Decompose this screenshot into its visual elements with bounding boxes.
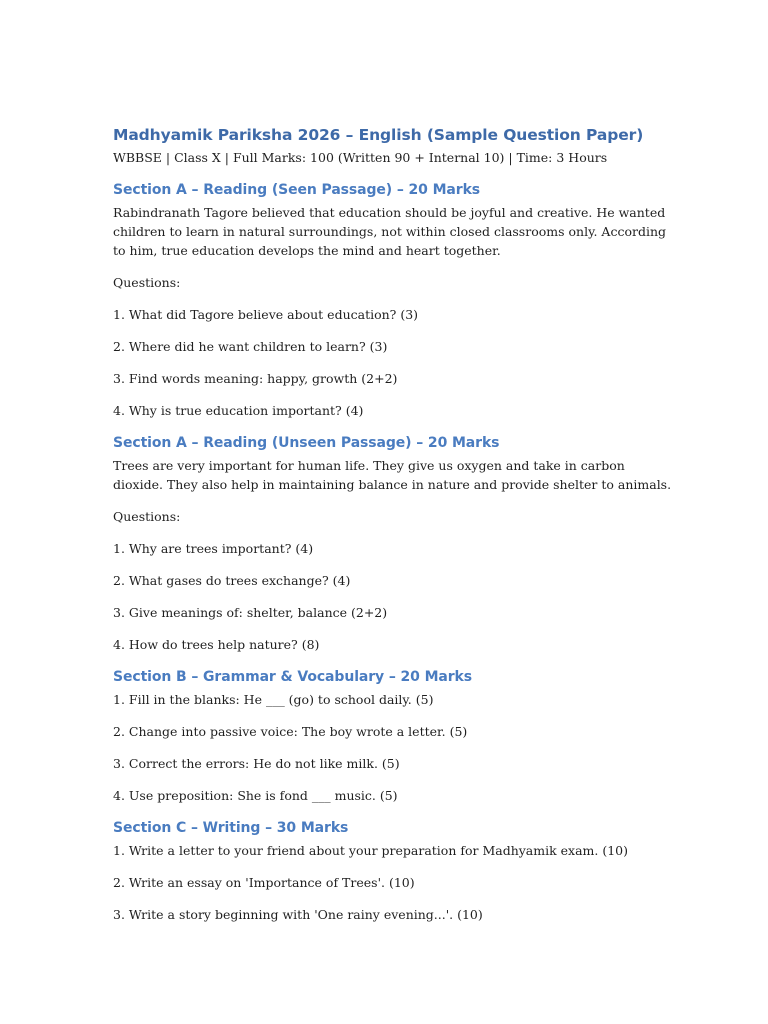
document-meta: WBBSE | Class X | Full Marks: 100 (Written 90 + Internal 10) | Time: 3 Hours — [113, 150, 608, 165]
section-heading: Section A – Reading (Seen Passage) – 20 Marks — [113, 182, 481, 198]
question-item: 2. Change into passive voice: The boy wrote a letter. (5) — [113, 724, 468, 739]
section-grammar — [113, 666, 673, 805]
question-item: 3. Correct the errors: He do not like milk. (5) — [113, 756, 400, 771]
question-item: 1. Why are trees important? (4) — [113, 541, 314, 556]
question-item: 3. Find words meaning: happy, growth (2+2) — [113, 371, 398, 386]
question-item: 2. Write an essay on 'Importance of Trees'. (10) — [113, 875, 415, 890]
question-item: 4. Use preposition: She is fond ___ music. (5) — [113, 788, 398, 803]
question-item: 4. Why is true education important? (4) — [113, 403, 364, 418]
question-item: 2. What gases do trees exchange? (4) — [113, 573, 351, 588]
passage-text: Trees are very important for human life. They give us oxygen and take in carbon dioxide. They also help in maintaining balance in nature and provide shelter to animals. — [113, 458, 672, 492]
section-heading: Section B – Grammar & Vocabulary – 20 Marks — [113, 669, 473, 685]
question-item: 3. Write a story beginning with 'One rainy evening...'. (10) — [113, 907, 483, 922]
section-heading: Section A – Reading (Unseen Passage) – 20 Marks — [113, 435, 500, 451]
question-item: 1. Write a letter to your friend about your preparation for Madhyamik exam. (10) — [113, 843, 629, 858]
section-heading: Section C – Writing – 30 Marks — [113, 820, 349, 836]
document-title: Madhyamik Pariksha 2026 – English (Sample Question Paper) — [113, 126, 644, 144]
question-paper — [113, 124, 673, 924]
question-item: 3. Give meanings of: shelter, balance (2+2) — [113, 605, 388, 620]
questions-label: Questions: — [113, 275, 181, 290]
section-writing — [113, 817, 673, 924]
section-unseen-passage — [113, 432, 673, 654]
section-seen-passage — [113, 179, 673, 420]
question-item: 1. What did Tagore believe about education? (3) — [113, 307, 419, 322]
question-item: 4. How do trees help nature? (8) — [113, 637, 320, 652]
question-item: 1. Fill in the blanks: He ___ (go) to school daily. (5) — [113, 692, 434, 707]
passage-text: Rabindranath Tagore believed that education should be joyful and creative. He wanted children to learn in natural surroundings, not within closed classrooms only. According to him, true education develops the mind and heart together. — [113, 205, 666, 258]
questions-label: Questions: — [113, 509, 181, 524]
question-item: 2. Where did he want children to learn? (3) — [113, 339, 388, 354]
